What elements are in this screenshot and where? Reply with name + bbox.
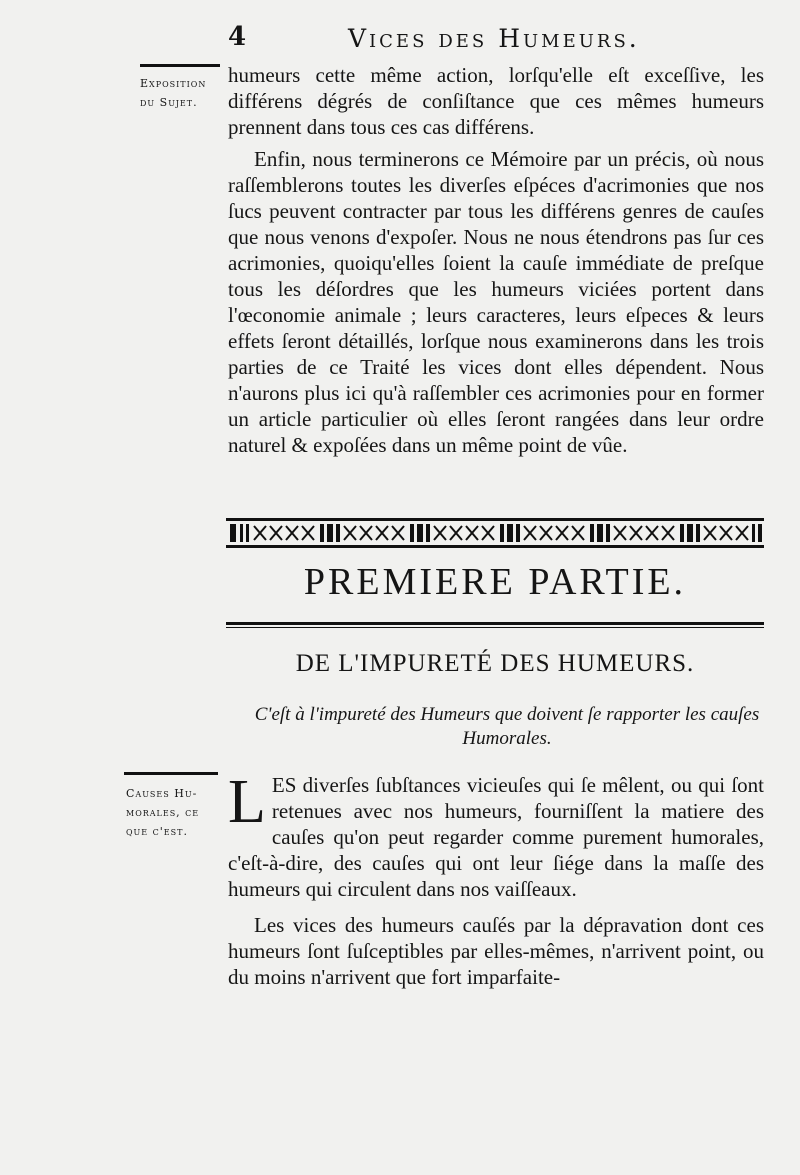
section-text xyxy=(228,768,764,990)
intro-paragraph: Enfin, nous terminerons ce Mémoire par un précis, où nous raſſemblerons toutes les diverſes eſpéces d'acrimonies que nos ſucs peuvent contracter par tous les différens genres de cauſes que nous venons d'expoſer. Nous ne nous étendrons pas ſur ces acrimonies, quoiqu'elles ſoient la cauſe immédiate de preſque tous les déſordres que les humeurs viciées portent dans l'œconomie animale ; leurs caracteres, leurs eſpeces & leurs effets ſeront détaillés, lorſque nous examinerons dans les trois parties de ce Traité les vices dont elles dépendent. Nous n'aurons plus ici qu'à raſſembler ces acrimonies pour en former un article particulier où elles ſeront rangées dans leur ordre naturel & expoſées dans un même point de vûe. xyxy=(228,147,764,457)
ornamental-band xyxy=(226,518,764,548)
section-title: DE L'IMPURETÉ DES HUMEURS. xyxy=(295,650,695,677)
first-word-rest: ES xyxy=(271,773,297,797)
section-paragraph-2: Les vices des humeurs cauſés par la dépravation dont ces humeurs ſont ſuſceptibles par elles-mêmes, n'arrivent point, ou du moins n'arrivent que fort imparfaite- xyxy=(228,913,764,989)
running-head: Vices des Humeurs. xyxy=(348,24,640,53)
page-header xyxy=(228,22,768,56)
section-subtitle: C'eſt à l'impureté des Humeurs que doivent ſe rapporter les cauſes Humorales. xyxy=(254,704,760,749)
margin-note-line: morales, ce xyxy=(126,806,200,819)
section-rule xyxy=(226,622,764,625)
margin-note-line: du Sujet. xyxy=(140,96,198,109)
part-title: PREMIERE PARTIE. xyxy=(303,561,687,603)
margin-note-line: Causes Hu- xyxy=(126,787,198,800)
drop-cap: L xyxy=(228,768,266,836)
margin-note-line: Exposition xyxy=(140,77,207,90)
section-paragraph-1-text: diverſes ſubſtances vicieuſes qui ſe mêlent, ou qui ſont retenues avec nos humeurs, fourniſſent la matiere des cauſes qu'on peut regarder comme purement humorales, c'eſt-à-dire, des cauſes qui ont leur ſiége dans la maſſe des humeurs qui circulent dans nos vaiſſeaux. xyxy=(228,773,764,901)
margin-note-exposition xyxy=(140,74,226,112)
margin-note-causes xyxy=(126,784,222,841)
intro-text xyxy=(228,62,764,458)
section-paragraph-1 xyxy=(228,768,764,902)
section-rule-thin xyxy=(226,627,764,628)
margin-note-line: que c'est. xyxy=(126,825,188,838)
intro-paragraph: humeurs cette même action, lorſqu'elle eſt exceſſive, les différens dégrés de conſiſtance que ces mêmes humeurs prennent dans tous ces cas différens. xyxy=(228,63,764,139)
page-number: 4 xyxy=(228,22,247,52)
margin-rule-causes xyxy=(124,772,218,775)
margin-rule-exposition xyxy=(140,64,220,67)
